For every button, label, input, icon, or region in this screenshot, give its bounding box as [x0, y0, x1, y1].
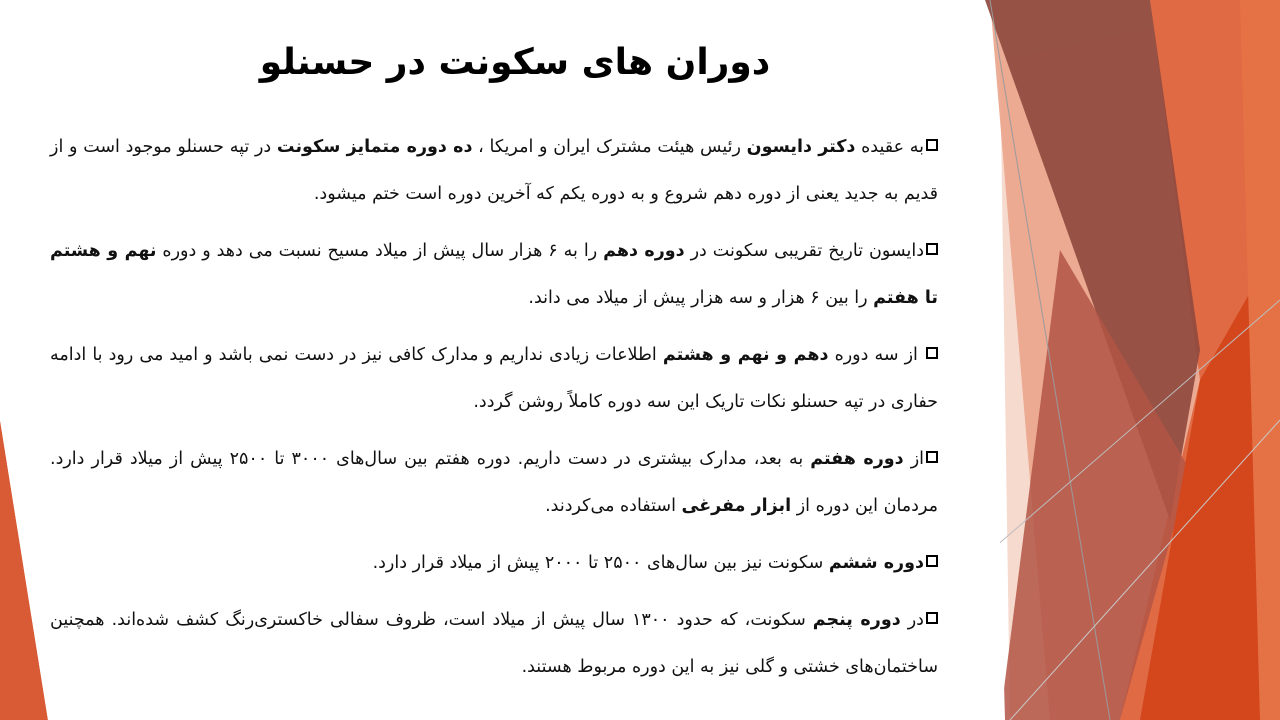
text-run: به عقیده: [855, 137, 925, 157]
text-run: سکونت نیز بین سال‌های ۲۵۰۰ تا ۲۰۰۰ پیش از میلاد قرار دارد.: [372, 553, 829, 573]
square-bullet-icon: [926, 347, 938, 359]
text-run: به بعد، مدارک بیشتری در دست داریم. دوره هفتم بین سال‌های ۳۰۰۰ تا ۲۵۰۰ پیش از میلاد قرار دارد. مردمان این دوره از: [50, 449, 938, 516]
bullet-paragraph: [50, 597, 938, 691]
slide-body: [50, 124, 938, 701]
bullet-paragraph: [50, 436, 938, 530]
bold-text-run: دهم و نهم و هشتم: [662, 345, 829, 365]
text-run: رئیس هیئت مشترک ایران و امریکا ،: [472, 137, 747, 157]
slide-title: دوران های سکونت در حسنلو: [259, 42, 771, 83]
square-bullet-icon: [926, 451, 938, 463]
bullet-paragraph: [50, 332, 938, 426]
square-bullet-icon: [926, 555, 938, 567]
square-bullet-icon: [926, 139, 938, 151]
square-bullet-icon: [926, 243, 938, 255]
bullet-paragraph: [50, 228, 938, 322]
text-run: را به ۶ هزار سال پیش از میلاد مسیح نسبت می دهد و دوره: [156, 241, 604, 261]
bold-text-run: ده دوره متمایز سکونت: [276, 137, 473, 157]
text-run: سکونت، که حدود ۱۳۰۰ سال پیش از میلاد است، ظروف سفالی خاکستری‌رنگ کشف شده‌اند. همچنین ساختمان‌های خشتی و گلی نیز به این دوره مربوط هستند.: [50, 610, 938, 677]
bold-text-run: دوره پنجم: [812, 610, 901, 630]
text-run: از: [903, 449, 925, 469]
bullet-paragraph: [50, 540, 938, 587]
bold-text-run: دوره دهم: [603, 241, 685, 261]
text-run: از سه دوره: [828, 345, 924, 365]
bold-text-run: ابزار مفرغی: [681, 496, 792, 516]
text-run: دایسون تاریخ تقریبی سکونت در: [684, 241, 924, 261]
bold-text-run: دوره هفتم: [810, 449, 904, 469]
text-run: را بین ۶ هزار و سه هزار پیش از میلاد می داند.: [528, 288, 874, 308]
bold-text-run: نهم و هشتم تا هفتم: [50, 241, 938, 308]
text-run: در: [900, 610, 924, 630]
bullet-paragraph: [50, 124, 938, 218]
square-bullet-icon: [926, 612, 938, 624]
text-run: استفاده می‌کردند.: [545, 496, 682, 516]
text-run: در تپه حسنلو موجود است و از قدیم به جدید یعنی از دوره دهم شروع و به دوره یکم که آخرین دوره است ختم میشود.: [50, 137, 938, 204]
bold-text-run: دکتر دایسون: [746, 137, 856, 157]
text-run: اطلاعات زیادی نداریم و مدارک کافی نیز در دست نمی باشد و امید می رود با ادامه حفاری در تپه حسنلو نکات تاریک این سه دوره کاملاً روشن گردد.: [50, 345, 938, 412]
bold-text-run: دوره ششم: [828, 553, 924, 573]
